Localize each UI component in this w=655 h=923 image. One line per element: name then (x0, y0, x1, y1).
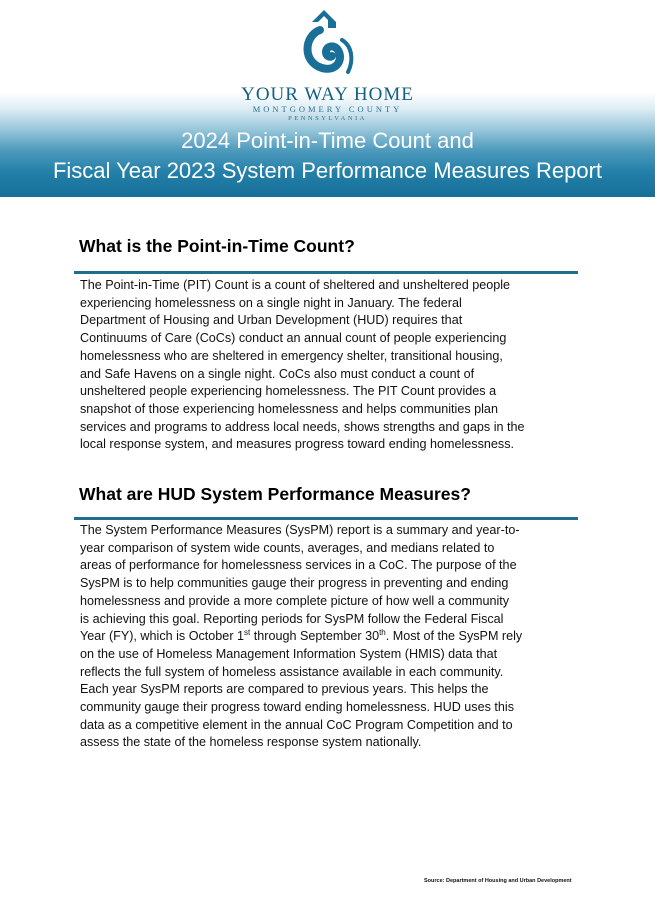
syspm-line: community gauge their progress toward ending homelessness. HUD uses this (80, 700, 514, 715)
brand-name: YOUR WAY HOME (241, 84, 414, 105)
pit-line: experiencing homelessness on a single night in January. The federal (80, 295, 462, 310)
dates-superscript-st: st (244, 628, 251, 638)
syspm-divider (74, 517, 578, 520)
house-swirl-logo-icon (292, 6, 360, 82)
syspm-line: data as a competitive element in the annual CoC Program Competition and to (80, 717, 513, 732)
syspm-line: Each year SysPM reports are compared to previous years. This helps the (80, 682, 489, 697)
syspm-line: year comparison of system wide counts, averages, and medians related to (80, 540, 495, 555)
dates-text-end: . Most of the SysPM rely (385, 629, 523, 644)
pit-paragraph (80, 277, 580, 454)
pit-line: and Safe Havens on a single night. CoCs also must conduct a count of (80, 366, 475, 381)
syspm-line: is achieving this goal. Reporting periods for SysPM follow the Federal Fiscal (80, 611, 504, 626)
syspm-line: assess the state of the homeless response system nationally. (80, 735, 422, 750)
pit-line: snapshot of those experiencing homelessness and helps communities plan (80, 401, 498, 416)
syspm-line-dates (80, 628, 580, 646)
dates-text-middle: through September 30 (250, 629, 380, 644)
syspm-line: reflects the full system of homeless assistance available in each community. (80, 664, 504, 679)
pit-line: Department of Housing and Urban Development (HUD) requires that (80, 313, 463, 328)
dates-superscript-th: th (379, 628, 386, 638)
syspm-line: The System Performance Measures (SysPM) report is a summary and year-to- (80, 523, 520, 537)
brand-state: PENNSYLVANIA (288, 115, 367, 122)
syspm-line: on the use of Homeless Management Information System (HMIS) data that (80, 646, 498, 661)
report-title-line-2: Fiscal Year 2023 System Performance Measures Report (52, 158, 603, 183)
pit-heading: What is the Point-in-Time Count? (79, 236, 355, 256)
pit-divider (74, 271, 578, 274)
pit-line: The Point-in-Time (PIT) Count is a count of sheltered and unsheltered people (80, 278, 511, 292)
dates-text-start: Year (FY), which is October 1 (80, 629, 245, 644)
source-note: Source: Department of Housing and Urban Development (424, 878, 572, 884)
pit-line: Continuums of Care (CoCs) conduct an annual count of people experiencing (80, 331, 507, 346)
brand-county: MONTGOMERY COUNTY (252, 104, 403, 114)
pit-line: local response system, and measures progress toward ending homelessness. (80, 437, 515, 452)
report-header (0, 0, 655, 197)
report-title-line-1: 2024 Point-in-Time Count and (181, 128, 474, 153)
pit-line: services and programs to address local needs, shows strengths and gaps in the (80, 419, 525, 434)
syspm-heading: What are HUD System Performance Measures? (79, 484, 471, 504)
syspm-line: areas of performance for homelessness services in a CoC. The purpose of the (80, 558, 517, 573)
syspm-paragraph (80, 522, 580, 752)
syspm-line: homelessness and provide a more complete picture of how well a community (80, 593, 510, 608)
syspm-line: SysPM is to help communities gauge their progress in preventing and ending (80, 576, 509, 591)
pit-line: unsheltered people experiencing homelessness. The PIT Count provides a (80, 384, 497, 399)
pit-line: homelessness who are sheltered in emergency shelter, transitional housing, (80, 348, 503, 363)
